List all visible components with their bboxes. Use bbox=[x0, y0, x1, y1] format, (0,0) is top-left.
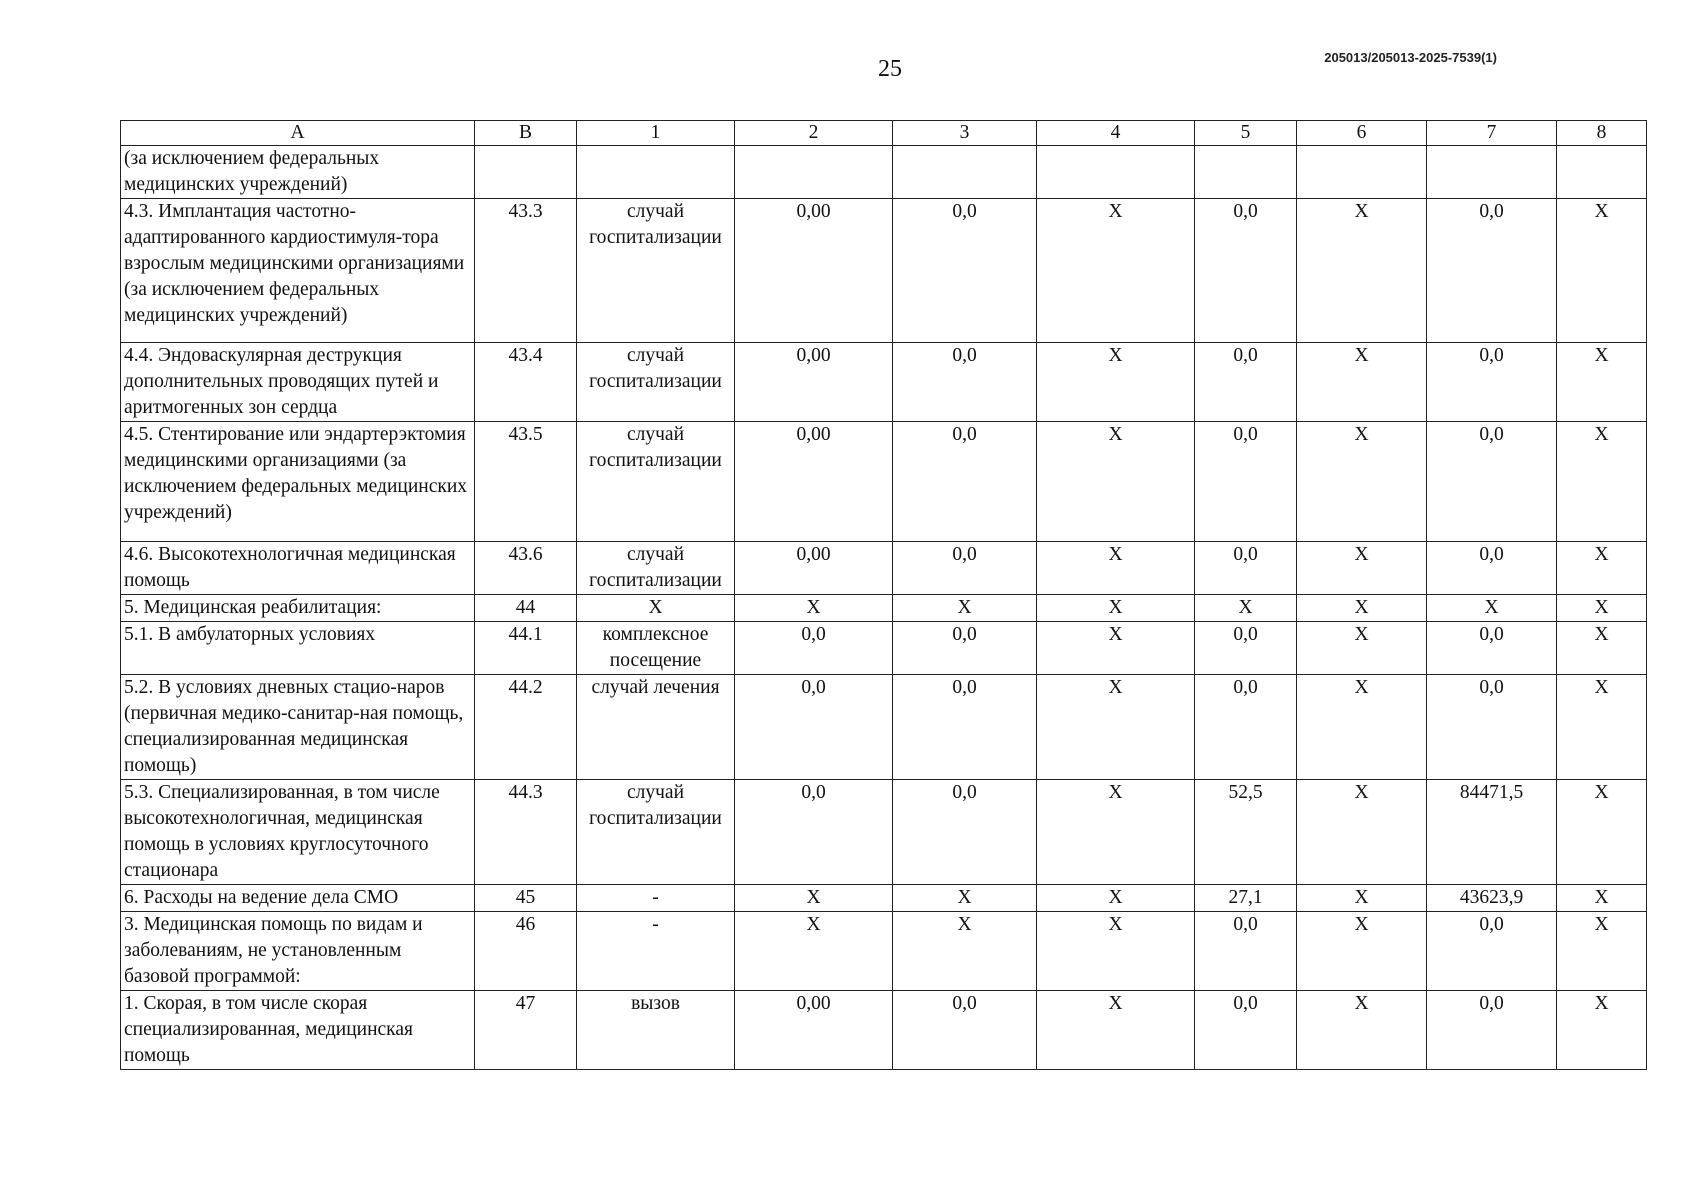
table-cell: X bbox=[1037, 780, 1195, 885]
table-cell: 0,0 bbox=[1427, 912, 1557, 991]
row-label: 5.3. Специализированная, в том числе высокотехнологичная, медицинская помощь в условиях круглосуточного стационара bbox=[121, 780, 475, 885]
table-cell: 44.3 bbox=[475, 780, 577, 885]
column-header: 5 bbox=[1195, 121, 1297, 146]
table-cell: 43.4 bbox=[475, 343, 577, 422]
table-cell: случай госпитализации bbox=[577, 780, 735, 885]
table-cell: 0,0 bbox=[893, 199, 1037, 343]
table-cell: 44.1 bbox=[475, 622, 577, 675]
table-cell bbox=[1195, 146, 1297, 199]
table-cell: случай госпитализации bbox=[577, 422, 735, 542]
table-cell: X bbox=[1557, 595, 1647, 622]
table-cell: 0,0 bbox=[1427, 199, 1557, 343]
table-cell: 47 bbox=[475, 991, 577, 1070]
row-label: (за исключением федеральных медицинских учреждений) bbox=[121, 146, 475, 199]
table-cell: 0,0 bbox=[1195, 422, 1297, 542]
table-cell: 0,0 bbox=[1195, 199, 1297, 343]
table-row bbox=[121, 146, 1647, 199]
table-cell: X bbox=[1037, 199, 1195, 343]
table-cell: - bbox=[577, 885, 735, 912]
table-row bbox=[121, 542, 1647, 595]
table-cell: X bbox=[893, 885, 1037, 912]
table-cell: X bbox=[1037, 343, 1195, 422]
table-cell bbox=[1557, 146, 1647, 199]
table-row bbox=[121, 885, 1647, 912]
table-cell: X bbox=[1557, 885, 1647, 912]
table-cell: X bbox=[1557, 542, 1647, 595]
table-cell: X bbox=[1037, 422, 1195, 542]
table-cell: 0,0 bbox=[1427, 343, 1557, 422]
table-cell: 43.6 bbox=[475, 542, 577, 595]
table-cell: 0,00 bbox=[735, 343, 893, 422]
row-label: 4.5. Стентирование или эндартерэктомия медицинскими организациями (за исключением федеральных медицинских учреждений) bbox=[121, 422, 475, 542]
table-cell: 0,0 bbox=[1195, 912, 1297, 991]
table-cell: 43.3 bbox=[475, 199, 577, 343]
table-row bbox=[121, 991, 1647, 1070]
table-cell: 0,0 bbox=[893, 675, 1037, 780]
table-header-row bbox=[121, 121, 1647, 146]
table-cell: случай госпитализации bbox=[577, 542, 735, 595]
table-cell: 0,0 bbox=[1427, 675, 1557, 780]
table-cell: 0,0 bbox=[1195, 542, 1297, 595]
table-cell: - bbox=[577, 912, 735, 991]
table-cell: X bbox=[735, 912, 893, 991]
table-cell: 44 bbox=[475, 595, 577, 622]
table-cell: 0,0 bbox=[893, 622, 1037, 675]
table-cell: X bbox=[735, 885, 893, 912]
table-cell: X bbox=[1297, 622, 1427, 675]
table-cell: 0,0 bbox=[1195, 343, 1297, 422]
table-cell: X bbox=[1297, 542, 1427, 595]
table-cell: 27,1 bbox=[1195, 885, 1297, 912]
table-cell: X bbox=[1037, 622, 1195, 675]
table-cell: 0,0 bbox=[1427, 422, 1557, 542]
table-cell: X bbox=[1557, 675, 1647, 780]
column-header: 6 bbox=[1297, 121, 1427, 146]
table-cell: X bbox=[1037, 885, 1195, 912]
table-cell: X bbox=[735, 595, 893, 622]
table-cell: X bbox=[1297, 912, 1427, 991]
table-cell bbox=[1037, 146, 1195, 199]
table-cell bbox=[1427, 146, 1557, 199]
row-label: 4.4. Эндоваскулярная деструкция дополнительных проводящих путей и аритмогенных зон сердца bbox=[121, 343, 475, 422]
table-row bbox=[121, 595, 1647, 622]
table-cell: 0,00 bbox=[735, 542, 893, 595]
column-header: 1 bbox=[577, 121, 735, 146]
table-cell: X bbox=[1557, 912, 1647, 991]
table-cell: 0,00 bbox=[735, 422, 893, 542]
table-row bbox=[121, 912, 1647, 991]
table-cell: X bbox=[1427, 595, 1557, 622]
table-row bbox=[121, 199, 1647, 343]
column-header: В bbox=[475, 121, 577, 146]
table-cell bbox=[1297, 146, 1427, 199]
table-cell: случай лечения bbox=[577, 675, 735, 780]
table-cell: X bbox=[1297, 885, 1427, 912]
table-cell: случай госпитализации bbox=[577, 199, 735, 343]
table-cell: X bbox=[1195, 595, 1297, 622]
table-cell: X bbox=[1297, 343, 1427, 422]
table-cell: 0,0 bbox=[735, 675, 893, 780]
table-row bbox=[121, 780, 1647, 885]
table-cell: 0,0 bbox=[893, 780, 1037, 885]
column-header: 4 bbox=[1037, 121, 1195, 146]
table-cell: X bbox=[1557, 422, 1647, 542]
column-header: 3 bbox=[893, 121, 1037, 146]
table-cell bbox=[577, 146, 735, 199]
table-cell: 45 bbox=[475, 885, 577, 912]
table-cell: 0,0 bbox=[735, 622, 893, 675]
table-cell: вызов bbox=[577, 991, 735, 1070]
row-label: 3. Медицинская помощь по видам и заболеваниям, не установленным базовой программой: bbox=[121, 912, 475, 991]
table-cell: X bbox=[893, 595, 1037, 622]
table-cell: X bbox=[1297, 199, 1427, 343]
table-cell: 44.2 bbox=[475, 675, 577, 780]
column-header: А bbox=[121, 121, 475, 146]
row-label: 5.1. В амбулаторных условиях bbox=[121, 622, 475, 675]
table-cell: X bbox=[1297, 595, 1427, 622]
table-cell: 84471,5 bbox=[1427, 780, 1557, 885]
column-header: 2 bbox=[735, 121, 893, 146]
table-cell: X bbox=[1557, 991, 1647, 1070]
table-cell bbox=[735, 146, 893, 199]
table-cell: 0,0 bbox=[1195, 622, 1297, 675]
table-cell: 0,0 bbox=[1195, 675, 1297, 780]
table-cell: X bbox=[577, 595, 735, 622]
table-cell: 43.5 bbox=[475, 422, 577, 542]
table-cell: X bbox=[1037, 675, 1195, 780]
table-cell: X bbox=[1037, 542, 1195, 595]
table-cell: X bbox=[1557, 199, 1647, 343]
table-row bbox=[121, 422, 1647, 542]
table-cell: X bbox=[1297, 422, 1427, 542]
column-header: 7 bbox=[1427, 121, 1557, 146]
table-cell: 0,0 bbox=[893, 422, 1037, 542]
table-cell: X bbox=[1297, 991, 1427, 1070]
table-cell: X bbox=[1037, 912, 1195, 991]
table-cell: случай госпитализации bbox=[577, 343, 735, 422]
table-cell: X bbox=[1557, 622, 1647, 675]
table-cell: 0,00 bbox=[735, 991, 893, 1070]
data-table bbox=[120, 120, 1647, 1070]
table-cell: 0,0 bbox=[1427, 542, 1557, 595]
table-cell: 0,0 bbox=[1195, 991, 1297, 1070]
table-cell: X bbox=[1297, 780, 1427, 885]
row-label: 4.6. Высокотехнологичная медицинская помощь bbox=[121, 542, 475, 595]
table-cell: 52,5 bbox=[1195, 780, 1297, 885]
table-cell: X bbox=[1297, 675, 1427, 780]
row-label: 6. Расходы на ведение дела СМО bbox=[121, 885, 475, 912]
row-label: 5.2. В условиях дневных стацио-наров (первичная медико-санитар-ная помощь, специализированная медицинская помощь) bbox=[121, 675, 475, 780]
table-cell: 0,0 bbox=[1427, 622, 1557, 675]
row-label: 1. Скорая, в том числе скорая специализированная, медицинская помощь bbox=[121, 991, 475, 1070]
table-row bbox=[121, 343, 1647, 422]
table-cell: 0,0 bbox=[735, 780, 893, 885]
table-cell: 0,0 bbox=[893, 343, 1037, 422]
table-cell: 0,00 bbox=[735, 199, 893, 343]
column-header: 8 bbox=[1557, 121, 1647, 146]
table-cell: X bbox=[1557, 780, 1647, 885]
table-cell: 0,0 bbox=[893, 991, 1037, 1070]
table-cell: 0,0 bbox=[893, 542, 1037, 595]
table-cell bbox=[475, 146, 577, 199]
page-number: 25 bbox=[878, 56, 902, 82]
table-cell: X bbox=[1037, 991, 1195, 1070]
row-label: 4.3. Имплантация частотно-адаптированного кардиостимуля-тора взрослым медицинскими организациями (за исключением федеральных медицинских учреждений) bbox=[121, 199, 475, 343]
document-id: 205013/205013-2025-7539(1) bbox=[1324, 50, 1497, 65]
row-label: 5. Медицинская реабилитация: bbox=[121, 595, 475, 622]
table-cell: 46 bbox=[475, 912, 577, 991]
table-row bbox=[121, 675, 1647, 780]
table-cell: 43623,9 bbox=[1427, 885, 1557, 912]
table-cell: X bbox=[1557, 343, 1647, 422]
table-row bbox=[121, 622, 1647, 675]
table-cell: комплексное посещение bbox=[577, 622, 735, 675]
table-cell: 0,0 bbox=[1427, 991, 1557, 1070]
table-cell bbox=[893, 146, 1037, 199]
table-cell: X bbox=[893, 912, 1037, 991]
table-cell: X bbox=[1037, 595, 1195, 622]
